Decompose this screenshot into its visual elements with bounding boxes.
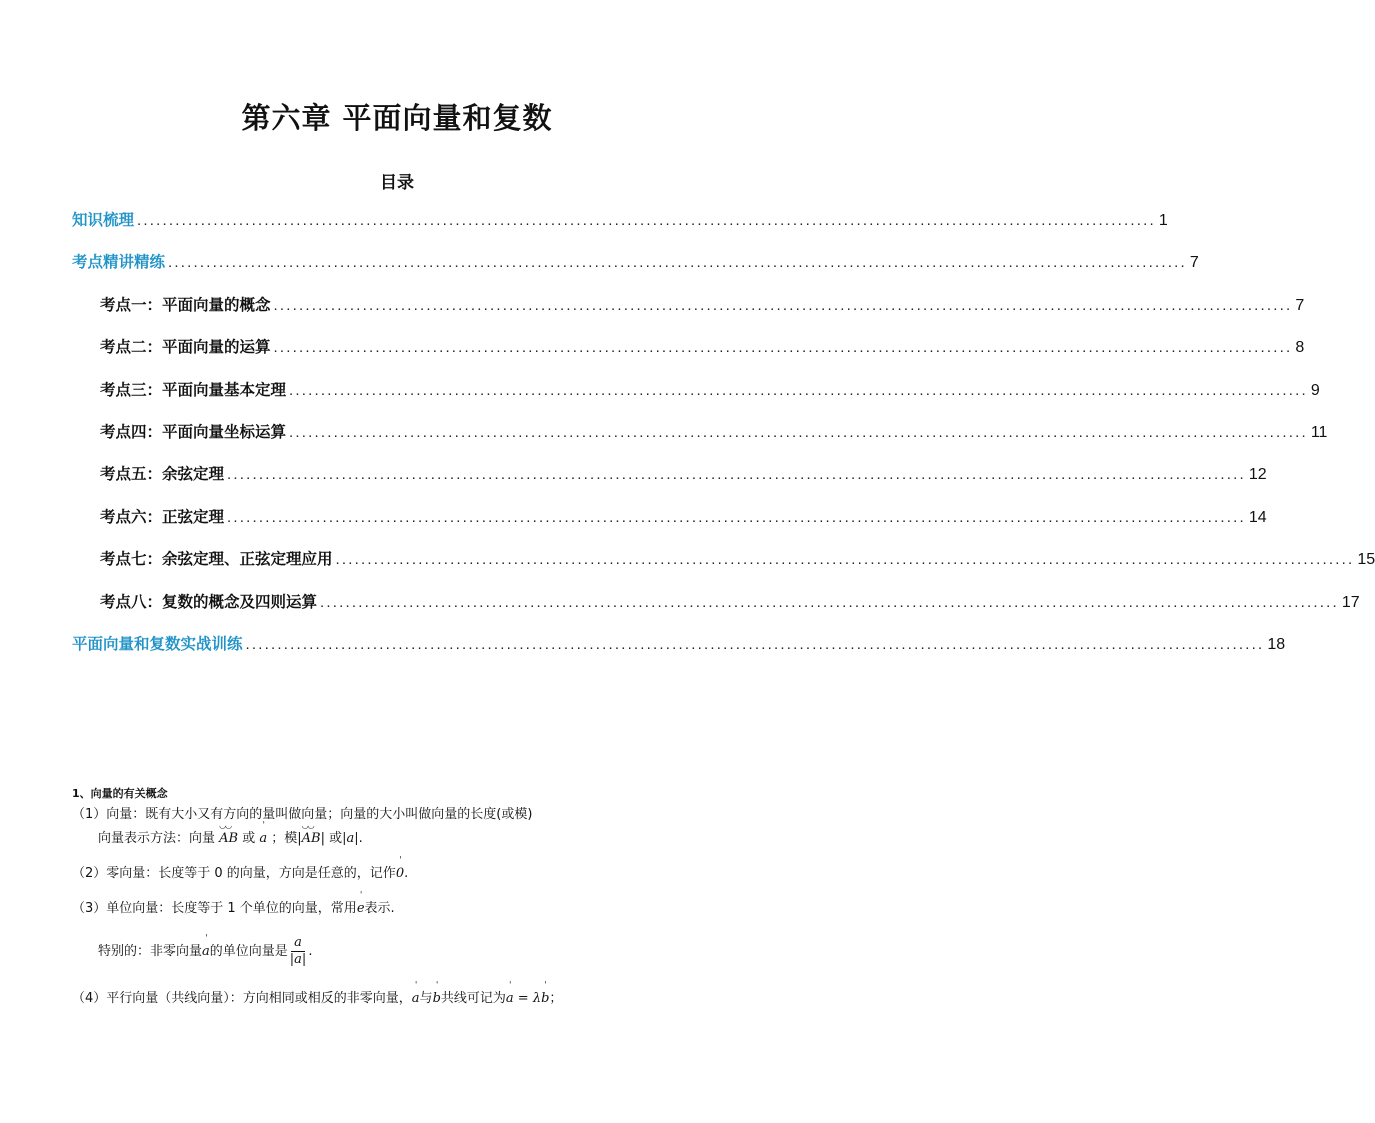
vector-ab-symbol: ◡◡ AB bbox=[302, 832, 321, 845]
collinear-equation: = λ bbox=[513, 991, 542, 1007]
vector-a-symbol: ' a bbox=[506, 992, 514, 1005]
toc-entry-label: 考点四：平面向量坐标运算 bbox=[100, 422, 287, 441]
definition-text: 共线可记为 bbox=[440, 991, 506, 1007]
toc-entry-label: 考点八：复数的概念及四则运算 bbox=[100, 592, 318, 611]
toc-leader-dots: ................................................................................................................................................................ bbox=[335, 551, 1355, 569]
definition-text: （2）零向量：长度等于 0 的向量，方向是任意的，记作 bbox=[72, 866, 396, 881]
toc-entry[interactable] bbox=[72, 378, 1320, 420]
toc-entry-label: 考点五：余弦定理 bbox=[100, 465, 225, 484]
toc-entry-page: 18 bbox=[1267, 635, 1286, 653]
toc-entry-label: 考点精讲精练 bbox=[72, 253, 166, 272]
toc-entry-label: 考点七：余弦定理、正弦定理应用 bbox=[100, 550, 333, 569]
toc-heading: 目录 bbox=[380, 173, 414, 193]
toc-entry-label: 知识梳理 bbox=[72, 211, 135, 229]
definition-text: ； bbox=[549, 991, 563, 1007]
toc-entry-label: 考点三：平面向量基本定理 bbox=[100, 380, 287, 399]
toc-entry-page: 7 bbox=[1189, 254, 1199, 272]
toc-entry[interactable] bbox=[72, 335, 1305, 377]
toc-entry-page: 15 bbox=[1357, 551, 1375, 569]
notation-text: . bbox=[358, 831, 363, 846]
toc-entry[interactable] bbox=[72, 293, 1305, 335]
toc-entry[interactable] bbox=[72, 505, 1267, 547]
definition-text: 的单位向量是 bbox=[209, 944, 288, 960]
toc-entry[interactable] bbox=[72, 590, 1360, 632]
vector-ab-symbol: ◡◡ AB bbox=[219, 832, 238, 845]
toc-leader-dots: ................................................................................................................................................................ bbox=[273, 296, 1293, 314]
toc-entry-page: 11 bbox=[1310, 423, 1328, 441]
table-of-contents bbox=[72, 208, 1375, 674]
fraction-denominator: |a| bbox=[289, 951, 307, 967]
toc-entry[interactable] bbox=[72, 420, 1328, 462]
toc-entry-label: 平面向量和复数实战训练 bbox=[72, 634, 243, 653]
section-title: 1、向量的有关概念 bbox=[72, 787, 168, 800]
abs-bar: | bbox=[297, 831, 302, 846]
toc-entry-page: 9 bbox=[1310, 381, 1320, 399]
toc-leader-dots: ................................................................................................................................................................ bbox=[168, 254, 1187, 272]
notation-text: 或 bbox=[325, 831, 343, 846]
vector-notation bbox=[72, 832, 722, 845]
definition-text: 与 bbox=[419, 991, 433, 1007]
toc-entry-page: 12 bbox=[1248, 466, 1267, 484]
toc-entry[interactable] bbox=[72, 250, 1199, 292]
toc-leader-dots: ................................................................................................................................................................ bbox=[227, 466, 1246, 484]
toc-leader-dots: ................................................................................................................................................................ bbox=[289, 423, 1308, 441]
notation-text: ；模 bbox=[267, 831, 298, 846]
knowledge-content bbox=[72, 788, 722, 1005]
definition-text: . bbox=[404, 866, 409, 881]
toc-leader-dots: ................................................................................................................................................................ bbox=[289, 381, 1308, 399]
toc-entry[interactable] bbox=[72, 547, 1375, 589]
unit-vector-fraction bbox=[290, 935, 307, 968]
vector-a-symbol: ' a bbox=[412, 992, 420, 1005]
notation-text: 或 bbox=[238, 831, 260, 846]
definition-parallel-vectors bbox=[72, 992, 722, 1005]
definition-text: （4）平行向量（共线向量）：方向相同或相反的非零向量， bbox=[72, 991, 412, 1007]
toc-leader-dots: ................................................................................................................................................................ bbox=[245, 635, 1265, 653]
toc-entry[interactable] bbox=[72, 208, 1168, 250]
toc-leader-dots: ................................................................................................................................................................ bbox=[320, 593, 1339, 611]
fraction-numerator: a bbox=[291, 935, 305, 952]
toc-entry-page: 14 bbox=[1248, 508, 1267, 526]
definition-text: 表示. bbox=[364, 901, 395, 916]
vector-a-symbol: ' a bbox=[202, 945, 210, 958]
definition-vector bbox=[72, 808, 722, 821]
abs-bar: | bbox=[320, 831, 325, 846]
toc-entry[interactable] bbox=[72, 632, 1286, 674]
vector-b-symbol: ' b bbox=[541, 992, 549, 1005]
toc-entry-page: 17 bbox=[1341, 593, 1360, 611]
unit-vector-symbol: ' e bbox=[357, 902, 365, 915]
definition-text: 特别的：非零向量 bbox=[98, 944, 203, 960]
definition-text: （1）向量：既有大小又有方向的量叫做向量；向量的大小叫做向量的长度(或模) bbox=[72, 807, 533, 822]
toc-leader-dots: ................................................................................................................................................................ bbox=[273, 339, 1293, 357]
definition-text: （3）单位向量：长度等于 1 个单位的向量，常用 bbox=[72, 901, 357, 916]
unit-vector-formula bbox=[72, 935, 722, 968]
toc-leader-dots: ................................................................................................................................................................ bbox=[227, 508, 1246, 526]
toc-entry-page: 7 bbox=[1295, 296, 1305, 314]
toc-entry-label: 考点一：平面向量的概念 bbox=[100, 295, 271, 314]
toc-entry-label: 考点二：平面向量的运算 bbox=[100, 338, 271, 357]
vector-a-symbol: ' a bbox=[259, 832, 267, 845]
vector-b-symbol: ' b bbox=[433, 992, 441, 1005]
definition-zero-vector bbox=[72, 867, 722, 880]
zero-vector-symbol: ' 0 bbox=[396, 867, 404, 880]
toc-entry-label: 考点六：正弦定理 bbox=[100, 507, 225, 526]
toc-entry-page: 1 bbox=[1158, 212, 1168, 229]
notation-text: 向量表示方法：向量 bbox=[98, 831, 220, 846]
definition-unit-vector bbox=[72, 902, 722, 915]
toc-leader-dots: ................................................................................................................................................................ bbox=[137, 212, 1156, 229]
chapter-title: 第六章 平面向量和复数 bbox=[241, 101, 553, 135]
toc-entry-page: 8 bbox=[1295, 339, 1305, 357]
abs-a-symbol: |a| bbox=[342, 831, 359, 846]
toc-entry[interactable] bbox=[72, 462, 1267, 504]
definition-text: . bbox=[308, 944, 313, 960]
